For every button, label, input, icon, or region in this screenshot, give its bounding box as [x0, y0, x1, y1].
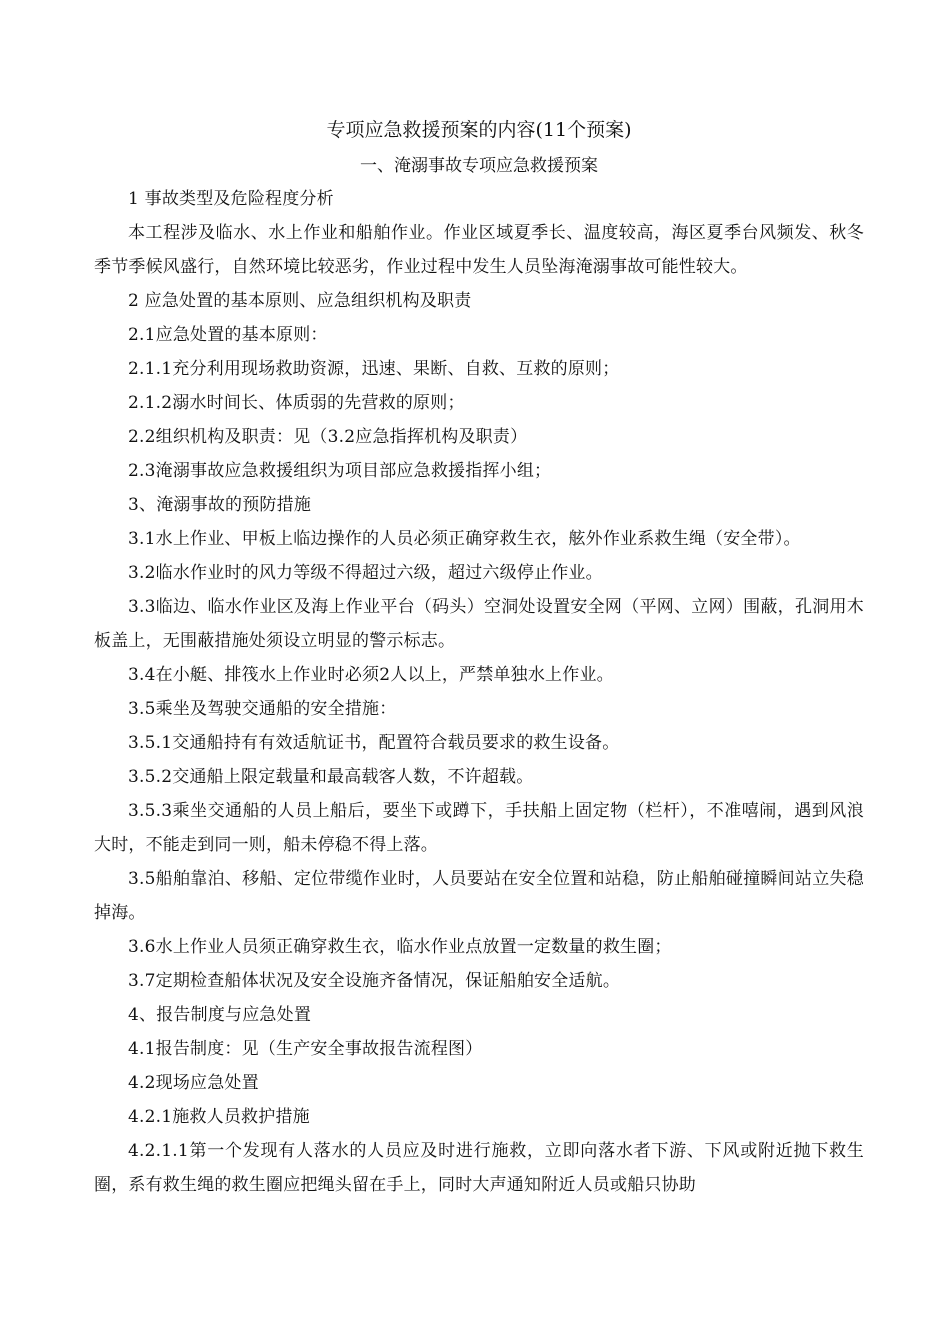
section-heading: 3、淹溺事故的预防措施 [128, 495, 312, 515]
section-heading: 1 事故类型及危险程度分析 [128, 189, 334, 209]
document-body [94, 114, 864, 1202]
paragraph: 3.5船舶靠泊、移船、定位带缆作业时，人员要站在安全位置和站稳，防止船舶碰撞瞬间站立失稳掉海。 [94, 869, 864, 923]
paragraph: 4.2.1.1第一个发现有人落水的人员应及时进行施救，立即向落水者下游、下风或附近抛下救生圈，系有救生绳的救生圈应把绳头留在手上，同时大声通知附近人员或船只协助 [94, 1141, 864, 1195]
subsection-heading: 4.2.1施救人员救护措施 [128, 1107, 310, 1127]
paragraph: 2.1.1充分利用现场救助资源，迅速、果断、自救、互救的原则； [128, 359, 620, 379]
document-subtitle: 一、淹溺事故专项应急救援预案 [360, 156, 598, 176]
paragraph: 3.3临边、临水作业区及海上作业平台（码头）空洞处设置安全网（平网、立网）围蔽，孔洞用木板盖上，无围蔽措施处须设立明显的警示标志。 [94, 597, 864, 651]
paragraph: 本工程涉及临水、水上作业和船舶作业。作业区域夏季长、温度较高，海区夏季台风频发、秋冬季节季候风盛行，自然环境比较恶劣，作业过程中发生人员坠海淹溺事故可能性较大。 [94, 223, 864, 277]
paragraph: 3.5.3乘坐交通船的人员上船后，要坐下或蹲下，手扶船上固定物（栏杆），不准嘻闹，遇到风浪大时，不能走到同一则，船未停稳不得上落。 [94, 801, 864, 855]
section-heading: 4、报告制度与应急处置 [128, 1005, 312, 1025]
paragraph: 4.1报告制度：见（生产安全事故报告流程图） [128, 1039, 483, 1059]
paragraph: 3.5.2交通船上限定载量和最高载客人数，不许超载。 [128, 767, 534, 787]
paragraph: 2.2组织机构及职责：见（3.2应急指挥机构及职责） [128, 427, 528, 447]
paragraph: 3.6水上作业人员须正确穿救生衣，临水作业点放置一定数量的救生圈； [128, 937, 672, 957]
section-heading: 2 应急处置的基本原则、应急组织机构及职责 [128, 291, 472, 311]
paragraph: 2.3淹溺事故应急救援组织为项目部应急救援指挥小组； [128, 461, 552, 481]
subsection-heading: 2.1应急处置的基本原则： [128, 325, 328, 345]
paragraph: 3.5.1交通船持有有效适航证书，配置符合载员要求的救生设备。 [128, 733, 620, 753]
paragraph: 3.7定期检查船体状况及安全设施齐备情况，保证船舶安全适航。 [128, 971, 621, 991]
subsection-heading: 3.5乘坐及驾驶交通船的安全措施： [128, 699, 397, 719]
paragraph: 3.4在小艇、排筏水上作业时必须2人以上，严禁单独水上作业。 [128, 665, 614, 685]
document-title: 专项应急救援预案的内容(11个预案) [326, 119, 632, 141]
paragraph: 3.2临水作业时的风力等级不得超过六级，超过六级停止作业。 [128, 563, 603, 583]
subsection-heading: 4.2现场应急处置 [128, 1073, 259, 1093]
paragraph: 2.1.2溺水时间长、体质弱的先营救的原则； [128, 393, 465, 413]
paragraph: 3.1水上作业、甲板上临边操作的人员必须正确穿救生衣，舷外作业系救生绳（安全带）。 [128, 529, 801, 549]
